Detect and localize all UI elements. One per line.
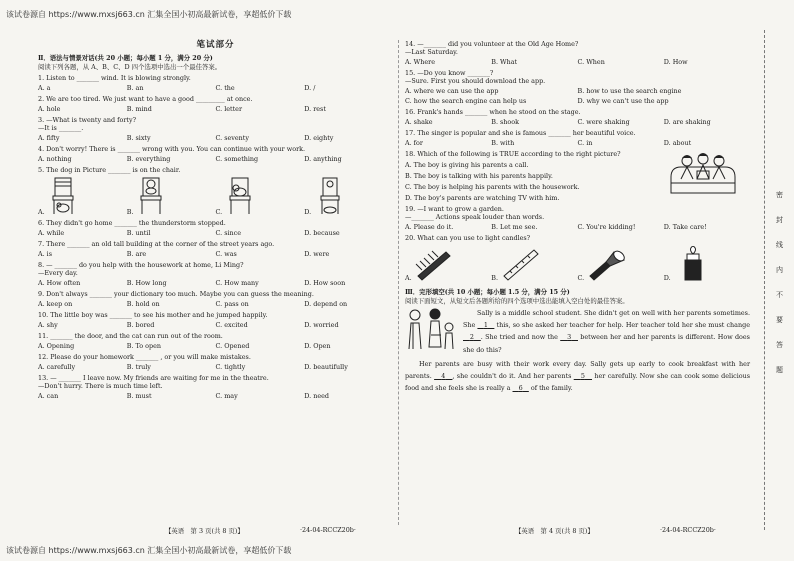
passage-text: , she couldn't do it. And her parents — [452, 371, 574, 380]
page-4-footer: 【英语 第 4 页(共 8 页)】 — [515, 527, 594, 535]
option: C. in — [577, 139, 593, 147]
option: D. because — [304, 228, 340, 237]
option: B. with — [491, 139, 515, 147]
options-6 — [38, 229, 393, 237]
passage-text: Her parents are busy with their work every day. Sally gets up early to cook breakfast with her parents. — [405, 359, 750, 380]
option: D. need — [304, 391, 329, 400]
section-3-instruction: 阅读下面短文，从短文后各题所给的四个选项中选出能填入空白处的最佳答案。 — [405, 297, 629, 305]
page-3-code: ·24-04-RCCZ20b· — [300, 526, 356, 534]
option: B. must — [126, 391, 152, 400]
option: D. were — [304, 249, 330, 258]
question-12: 12. Please do your homework _______ , or you will make mistakes. — [38, 352, 251, 361]
blank-number: 4 — [441, 371, 446, 380]
options-19 — [405, 223, 750, 231]
question-13: 13. — _______ I leave now. My friends are waiting for me in the theatre. — [38, 373, 269, 382]
question-14-line2: —Last Saturday. — [405, 48, 458, 56]
option: A. hole — [38, 104, 61, 113]
option: C. may — [215, 391, 238, 400]
option: C. When — [577, 58, 605, 66]
question-16: 16. Frank's hands _______ when he stood on the stage. — [405, 108, 581, 116]
dog-on-chair-picture — [222, 176, 262, 216]
flashlight-picture — [584, 246, 628, 282]
option: D. about — [663, 139, 692, 147]
question-3: 3. —What is twenty and forty? — [38, 115, 137, 124]
seal-char: 答 — [776, 341, 783, 349]
option: D. depend on — [304, 299, 348, 308]
option: B. until — [126, 228, 151, 237]
option: A. carefully — [38, 362, 76, 371]
family-sofa-picture — [667, 149, 739, 199]
question-15-line2: —Sure. First you should download the app. — [405, 77, 546, 85]
option: C. You're kidding! — [577, 223, 636, 231]
option: B. To open — [126, 341, 161, 350]
seal-char: 内 — [776, 266, 783, 274]
option: A. fifty — [38, 133, 60, 142]
option: D. worried — [304, 320, 339, 329]
seal-char: 线 — [776, 241, 783, 249]
option: A. keep on — [38, 299, 73, 308]
blank-number: 5 — [580, 371, 585, 380]
cloze-passage — [405, 307, 750, 394]
option: D. — [304, 207, 312, 216]
options-8 — [38, 279, 393, 287]
question-3-line2: —It is _______. — [38, 123, 84, 132]
blank-number: 2 — [469, 333, 474, 342]
option: B. shook — [491, 118, 519, 126]
option: D. rest — [304, 104, 326, 113]
option: A. Where — [405, 58, 435, 66]
option: D. How — [663, 58, 688, 66]
option: B. everything — [126, 154, 171, 163]
option: B. — [491, 274, 498, 282]
passage-text: her carefully. Now she can cook some delicious food and she feels she is really a — [405, 371, 751, 393]
option: C. seventy — [215, 133, 249, 142]
option: B. truly — [126, 362, 151, 371]
question-7: 7. There _______ an old tall building at the corner of the street years ago. — [38, 239, 275, 248]
options-7 — [38, 250, 393, 258]
option: B. The boy is talking with his parents happily. — [405, 172, 553, 180]
option: D. The boy's parents are watching TV with him. — [405, 194, 560, 202]
option: B. an — [126, 83, 144, 92]
question-19-line2: —_______ Actions speak louder than words. — [405, 213, 545, 221]
options-17 — [405, 139, 750, 147]
question-5: 5. The dog in Picture _______ is on the chair. — [38, 165, 181, 174]
options-3 — [38, 134, 393, 142]
option: C. were shaking — [577, 118, 630, 126]
options-12 — [38, 363, 393, 371]
blank-number: 1 — [483, 321, 488, 330]
option: B. mind — [126, 104, 152, 113]
seal-char: 不 — [776, 291, 783, 299]
options-13 — [38, 392, 393, 400]
seal-line — [764, 30, 765, 530]
blank-number: 6 — [518, 384, 523, 393]
question-15: 15. —Do you know _______? — [405, 69, 494, 77]
option: C. something — [215, 154, 259, 163]
option: D. are shaking — [663, 118, 711, 126]
option: D. beautifully — [304, 362, 348, 371]
passage-text: between her and her parents is different. How does she do this? — [463, 333, 750, 354]
passage-text: this, so she asked her teacher for help. Her teacher told her she must change — [494, 321, 750, 330]
question-2: 2. We are too tired. We just want to have a good _________ at once. — [38, 94, 253, 103]
page-4 — [405, 40, 750, 394]
options-20 — [405, 246, 750, 282]
option: C. — [577, 274, 585, 282]
option: A. nothing — [38, 154, 72, 163]
option: C. the — [215, 83, 235, 92]
blank-number: 3 — [567, 333, 572, 342]
question-10: 10. The little boy was _______ to see his mother and he jumped happily. — [38, 310, 268, 319]
options-11 — [38, 342, 393, 350]
dog-beside-chair-picture — [311, 176, 351, 216]
options-18 — [405, 161, 750, 202]
options-5 — [38, 176, 393, 216]
passage-text: Sally is a middle school student. She didn't get on well with her parents sometimes. She — [463, 309, 750, 330]
passage-text: . She tried and now the — [480, 333, 561, 342]
option: B. bored — [126, 320, 155, 329]
option: A. The boy is giving his parents a call. — [405, 161, 529, 169]
options-14 — [405, 58, 750, 66]
page-4-code: ·24-04-RCCZ20b· — [660, 526, 716, 534]
option: B. Let me see. — [491, 223, 538, 231]
option: B. are — [126, 249, 147, 258]
question-8: 8. — _______ do you help with the housework at home, Li Ming? — [38, 260, 244, 269]
family-picture — [405, 307, 457, 351]
option: C. The boy is helping his parents with the housework. — [405, 183, 580, 191]
lighter-picture — [671, 246, 715, 282]
page-divider — [398, 40, 399, 525]
option: A. How often — [38, 278, 81, 287]
option: D. anything — [304, 154, 342, 163]
question-14: 14. —_______ did you volunteer at the Old Age Home? — [405, 40, 579, 48]
option: D. why we can't use the app — [577, 97, 669, 105]
watermark-top: 该试卷源自 https://www.mxsj663.cn 汇集全国小初高最新试卷，享超低价下载 — [6, 10, 292, 19]
option: B. — [126, 207, 134, 216]
option: A. is — [38, 249, 53, 258]
seal-char: 封 — [776, 216, 783, 224]
option: A. — [405, 274, 412, 282]
option: A. Please do it. — [405, 223, 454, 231]
option: C. Opened — [215, 341, 250, 350]
option: D. Open — [304, 341, 331, 350]
question-1: 1. Listen to _______ wind. It is blowing strongly. — [38, 73, 191, 82]
options-2 — [38, 105, 393, 113]
options-16 — [405, 118, 750, 126]
option: C. letter — [215, 104, 243, 113]
options-9 — [38, 300, 393, 308]
page-3-footer: 【英语 第 3 页(共 8 页)】 — [165, 527, 244, 535]
option: C. — [215, 207, 223, 216]
question-20: 20. What can you use to light candles? — [405, 234, 531, 242]
option: A. — [38, 207, 45, 216]
passage-text: of the family. — [528, 384, 573, 393]
option: B. How long — [126, 278, 167, 287]
question-19: 19. —I want to grow a garden. — [405, 205, 504, 213]
options-10 — [38, 321, 393, 329]
question-6: 6. They didn't go home _______ the thunderstorm stopped. — [38, 218, 226, 227]
option: A. for — [405, 139, 423, 147]
dog-under-chair-picture — [45, 176, 85, 216]
question-17: 17. The singer is popular and she is famous _______ her beautiful voice. — [405, 129, 636, 137]
option: D. — [663, 274, 671, 282]
option: C. pass on — [215, 299, 249, 308]
option: B. sixty — [126, 133, 151, 142]
question-4: 4. Don't worry! There is _______ wrong with you. You can continue with your work. — [38, 144, 306, 153]
option: A. where we can use the app — [405, 87, 499, 95]
options-1 — [38, 84, 393, 92]
options-15b — [405, 97, 750, 105]
option: A. can — [38, 391, 59, 400]
option: B. hold on — [126, 299, 160, 308]
comb-picture — [412, 246, 456, 282]
seal-char: 题 — [776, 366, 783, 374]
watermark-bottom: 该试卷源自 https://www.mxsj663.cn 汇集全国小初高最新试卷，享超低价下载 — [6, 546, 292, 555]
section-title: 笔试部分 — [196, 40, 235, 50]
option: C. tightly — [215, 362, 246, 371]
question-13-line2: —Don't hurry. There is much time left. — [38, 381, 163, 390]
option: D. How soon — [304, 278, 346, 287]
options-4 — [38, 155, 393, 163]
instruction: 阅读下列各题，从 A、B、C、D 四个选项中选出一个最佳答案。 — [38, 62, 222, 71]
option: A. Opening — [38, 341, 75, 350]
option: C. How many — [215, 278, 259, 287]
option: A. a — [38, 83, 51, 92]
section-3-heading: Ⅲ．完形填空(共 10 小题；每小题 1.5 分，满分 15 分) — [405, 288, 570, 296]
option: B. how to use the search engine — [577, 87, 682, 95]
question-9: 9. Don't always _______ your dictionary too much. Maybe you can guess the meaning. — [38, 289, 314, 298]
section-heading: Ⅱ．语法与情景对话(共 20 小题；每小题 1 分，满分 20 分) — [38, 53, 213, 62]
dog-behind-chair-picture — [133, 176, 173, 216]
option: D. / — [304, 83, 316, 92]
seal-margin — [770, 0, 794, 561]
seal-char: 密 — [776, 191, 783, 199]
question-18: 18. Which of the following is TRUE according to the right picture? — [405, 150, 621, 158]
option: C. how the search engine can help us — [405, 97, 527, 105]
option: D. eighty — [304, 133, 334, 142]
question-11: 11. _______ the door, and the cat can run out of the room. — [38, 331, 223, 340]
option: C. since — [215, 228, 242, 237]
option: A. shake — [405, 118, 433, 126]
option: D. Take care! — [663, 223, 707, 231]
passage-paragraph-2 — [405, 358, 750, 395]
option: A. shy — [38, 320, 58, 329]
page-3 — [38, 36, 393, 400]
option: A. while — [38, 228, 65, 237]
ruler-picture — [498, 246, 542, 282]
option: B. What — [491, 58, 518, 66]
question-8-line2: —Every day. — [38, 268, 78, 277]
option: C. was — [215, 249, 237, 258]
option: C. excited — [215, 320, 248, 329]
options-15a — [405, 87, 750, 95]
seal-char: 要 — [776, 316, 783, 324]
